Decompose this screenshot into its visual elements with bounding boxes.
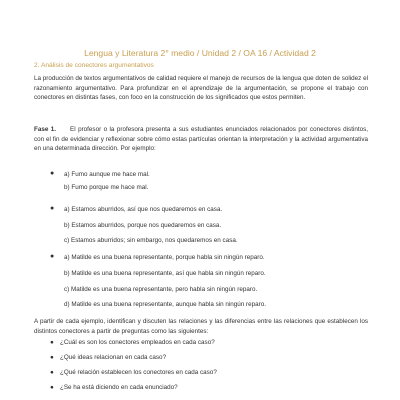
example-item: c) Estamos aburridos; sin embargo, nos quedaremos en casa. [64, 237, 238, 244]
question-item: ● ¿Cuál es son los conectores empleados en cada caso? [50, 339, 215, 346]
page-header: Lengua y Literatura 2° medio / Unidad 2 / OA 16 / Actividad 2 [84, 48, 316, 58]
question-item: ● ¿Qué ideas relacionan en cada caso? [50, 354, 167, 361]
question-text: ¿Qué ideas relacionan en cada caso? [60, 354, 167, 361]
example-item: a) Estamos aburridos, así que nos quedaremos en casa. [64, 206, 223, 213]
phase-label: Fase 1. [34, 126, 57, 133]
closing-paragraph: A partir de cada ejemplo, identifican y discuten las relaciones y las diferencias entre las relaciones que establecen los distintos conectores a partir de preguntas como las siguientes: [34, 318, 368, 335]
question-text: ¿Qué relación establecen los conectores en cada caso? [60, 369, 217, 376]
bullet-icon: ● [50, 205, 55, 212]
bullet-icon: ● [50, 253, 55, 260]
question-text: ¿Se ha está diciendo en cada enunciado? [60, 384, 178, 391]
question-item: ● ¿Se ha está diciendo en cada enunciado? [50, 384, 178, 391]
intro-paragraph: La producción de textos argumentativos de calidad requiere el manejo de recursos de la lengua que doten de solidez el razonamiento argumentativo. Para profundizar en el aprendizaje de la argumentación, se propone el trabajo con conectores en distintas fases, con foco en la construcción de los significados que estos permiten. [34, 75, 368, 102]
example-item: b) Fumo porque me hace mal. [64, 184, 149, 191]
example-item: a) Matilde es una buena representante, porque habla sin ningún reparo. [64, 254, 265, 261]
example-item: b) Matilde es una buena representante, así que habla sin ningún reparo. [64, 270, 266, 277]
phase-paragraph [34, 125, 368, 154]
section-subtitle: 2. Análisis de conectores argumentativos [34, 62, 154, 69]
example-item: d) Matilde es una buena representante, aunque habla sin ningún reparo. [64, 301, 266, 308]
example-item: b) Estamos aburridos, porque nos quedaremos en casa. [64, 222, 222, 229]
phase-text: El profesor o la profesora presenta a sus estudiantes enunciados relacionados por conectores distintos, con el fin de evidenciar y reflexionar sobre cómo estas partículas orientan la interpretación y la actividad argumentativa en una determinada dirección. Por ejemplo: [34, 126, 368, 153]
example-item: c) Matilde es una buena representante, pero habla sin ningún reparo. [64, 286, 258, 293]
question-item: ● ¿Qué relación establecen los conectores en cada caso? [50, 369, 217, 376]
bullet-icon: ● [50, 170, 55, 177]
question-text: ¿Cuál es son los conectores empleados en cada caso? [60, 339, 215, 346]
example-item: a) Fumo aunque me hace mal. [64, 171, 150, 178]
